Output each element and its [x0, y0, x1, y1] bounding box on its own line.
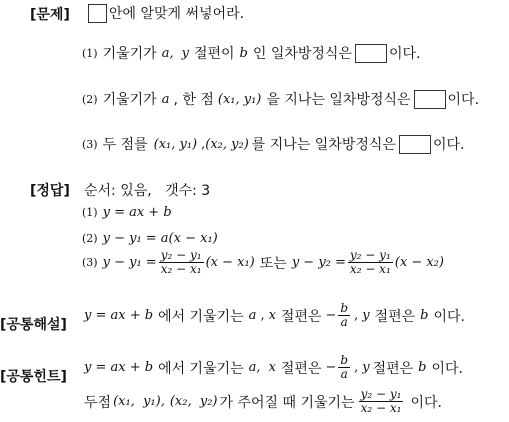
- answer-equation-lhs: y − y₁ =: [102, 255, 157, 271]
- math-var: b: [239, 45, 248, 61]
- item-number: (2): [82, 92, 98, 106]
- math-point: (x₁, y₁): [217, 91, 262, 107]
- fraction-numerator: b: [340, 353, 349, 367]
- math-var: x: [268, 308, 276, 324]
- item-number: (2): [82, 232, 98, 245]
- fraction: [159, 249, 204, 276]
- fraction-denominator: a: [340, 367, 348, 382]
- math-point: (x₁, y₁),: [113, 394, 165, 410]
- math-var: x: [268, 360, 276, 376]
- item-text: 기울기가: [102, 92, 157, 108]
- fraction-numerator: y₂ − y₁: [160, 248, 202, 262]
- fraction-numerator: y₂ − y₁: [349, 248, 391, 262]
- math-var: y: [181, 45, 189, 61]
- math-var: a: [161, 91, 170, 107]
- commentary-text: 절편은: [374, 308, 416, 325]
- commentary-label: [공통해설]: [0, 317, 67, 333]
- math-sep: ,: [354, 308, 359, 324]
- item-number: (1): [82, 206, 98, 219]
- math-sign: −: [325, 360, 337, 376]
- math-point: (x₁, y₁): [153, 136, 198, 152]
- answer-summary: 순서: 있음, 갯수: 3: [84, 183, 211, 199]
- math-sign: −: [325, 308, 337, 324]
- problem-item-1: [82, 43, 420, 63]
- answer-blank: [414, 90, 446, 109]
- item-text: 인 일차방정식은: [252, 46, 352, 62]
- hint-text: 두점: [84, 394, 112, 411]
- item-text: , 한 점: [173, 92, 214, 108]
- item-text: 이다.: [388, 46, 421, 62]
- math-var: y: [362, 360, 370, 376]
- math-sep: ,: [354, 360, 359, 376]
- hint-text: 가 주어질 때 기울기는: [219, 394, 355, 411]
- math-var: a: [248, 308, 257, 324]
- fraction: [348, 249, 393, 276]
- commentary-line: [84, 302, 465, 329]
- answer-blank: [355, 44, 387, 63]
- item-text: 두 점를: [102, 137, 148, 153]
- item-number: (3): [82, 256, 98, 270]
- hint-text: 에서 기울기는: [158, 360, 244, 377]
- hint-line-2: [84, 388, 442, 415]
- fraction: [338, 354, 350, 381]
- math-var: y: [362, 308, 370, 324]
- problem-instruction: 안에 알맞게 써넣어라.: [109, 6, 245, 22]
- item-number: (3): [82, 137, 98, 151]
- connector-text: 또는: [259, 255, 287, 272]
- item-text: 이다.: [447, 92, 480, 108]
- problem-item-3: [82, 134, 464, 154]
- fraction-denominator: x₂ − x₁: [160, 262, 202, 277]
- hint-label: [공통힌트]: [0, 369, 67, 385]
- math-var: b: [420, 308, 429, 324]
- hint-text: 이다.: [410, 394, 442, 411]
- equation: y = ax + b: [84, 308, 154, 324]
- fraction-denominator: x₂ − x₁: [360, 401, 402, 416]
- item-text: 를 지나는 일차방정식은: [251, 137, 396, 153]
- item-text: 기울기가: [102, 46, 157, 62]
- math-var: a,: [248, 360, 261, 376]
- fraction-numerator: b: [340, 301, 349, 315]
- hint-text: 절편은: [372, 360, 414, 377]
- fraction: [338, 302, 350, 329]
- commentary-text: 에서 기울기는: [158, 308, 244, 325]
- answer-line-1: [82, 205, 172, 220]
- answer-line-2: [82, 231, 218, 246]
- answer-label: [정답]: [30, 183, 70, 199]
- problem-label: [문제]: [30, 7, 70, 23]
- hint-text: 이다.: [431, 360, 463, 377]
- answer-equation: y = ax + b: [102, 205, 172, 220]
- math-point: (x₂, y₂): [169, 394, 218, 410]
- hint-text: 절편은: [280, 360, 322, 377]
- commentary-text: 이다.: [433, 308, 465, 325]
- equation: y = ax + b: [84, 360, 154, 376]
- item-text: 을 지나는 일차방정식은: [266, 92, 411, 108]
- math-point: (x₂, y₂): [205, 136, 249, 152]
- answer-line-3: [82, 249, 444, 276]
- fraction-denominator: x₂ − x₁: [349, 262, 391, 277]
- item-text: 절편이: [193, 46, 235, 62]
- commentary-text: 절편은: [280, 308, 322, 325]
- problem-instruction-row: [88, 3, 244, 23]
- fraction-numerator: y₂ − y₁: [360, 387, 402, 401]
- answer-blank: [399, 135, 431, 154]
- hint-line-1: [84, 354, 463, 381]
- item-number: (1): [82, 46, 98, 60]
- math-sep: ,: [201, 136, 206, 152]
- fraction-denominator: a: [340, 315, 348, 330]
- fraction: [359, 388, 404, 415]
- math-var: a,: [161, 45, 174, 61]
- answer-blank: [88, 4, 107, 23]
- answer-equation-lhs: y − y₂ =: [291, 255, 346, 271]
- math-var: b: [418, 360, 427, 376]
- answer-equation-rhs: (x − x₂): [394, 255, 444, 271]
- item-text: 이다.: [432, 137, 465, 153]
- answer-equation: y − y₁ = a(x − x₁): [102, 231, 218, 246]
- problem-item-2: [82, 89, 479, 109]
- math-sep: ,: [260, 308, 265, 324]
- answer-equation-rhs: (x − x₁): [205, 255, 255, 271]
